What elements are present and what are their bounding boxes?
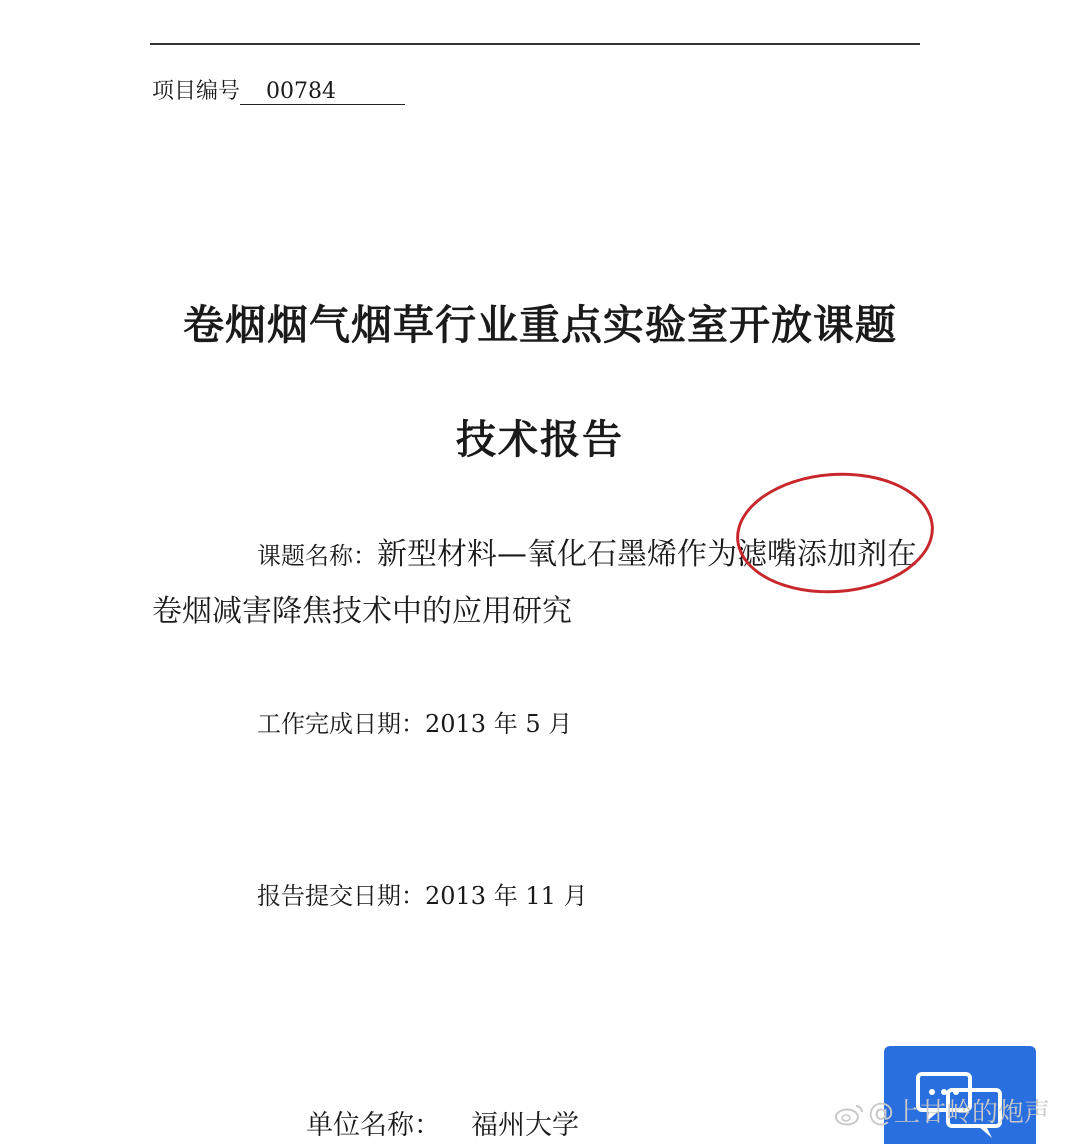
submission-date-label: 报告提交日期： (257, 882, 425, 910)
topic-value: 新型材料—氧化石墨烯作为滤嘴添加剂在卷烟减害降焦技术中的应用研究 (152, 537, 917, 629)
unit-line (306, 1103, 579, 1142)
completion-date-label: 工作完成日期： (257, 710, 425, 738)
document-title: 卷烟烟气烟草行业重点实验室开放课题 (183, 301, 897, 349)
project-number-label: 项目编号 (152, 79, 241, 104)
project-number-line (152, 74, 405, 105)
unit-value: 福州大学 (471, 1110, 579, 1141)
document-subtitle: 技术报告 (456, 417, 624, 463)
submission-date-value: 2013 年 11 月 (425, 882, 588, 910)
unit-label: 单位名称： (306, 1110, 441, 1141)
watermark-text: @上甘岭的炮声 (868, 1098, 1051, 1128)
header-rule (150, 43, 920, 45)
watermark (834, 1092, 1050, 1129)
submission-date-line (257, 876, 588, 911)
weibo-icon (834, 1102, 864, 1126)
completion-date-line (257, 704, 572, 739)
project-number-value: 00784 (240, 80, 405, 105)
topic-label: 课题名称： (257, 542, 377, 570)
completion-date-value: 2013 年 5 月 (425, 710, 573, 738)
